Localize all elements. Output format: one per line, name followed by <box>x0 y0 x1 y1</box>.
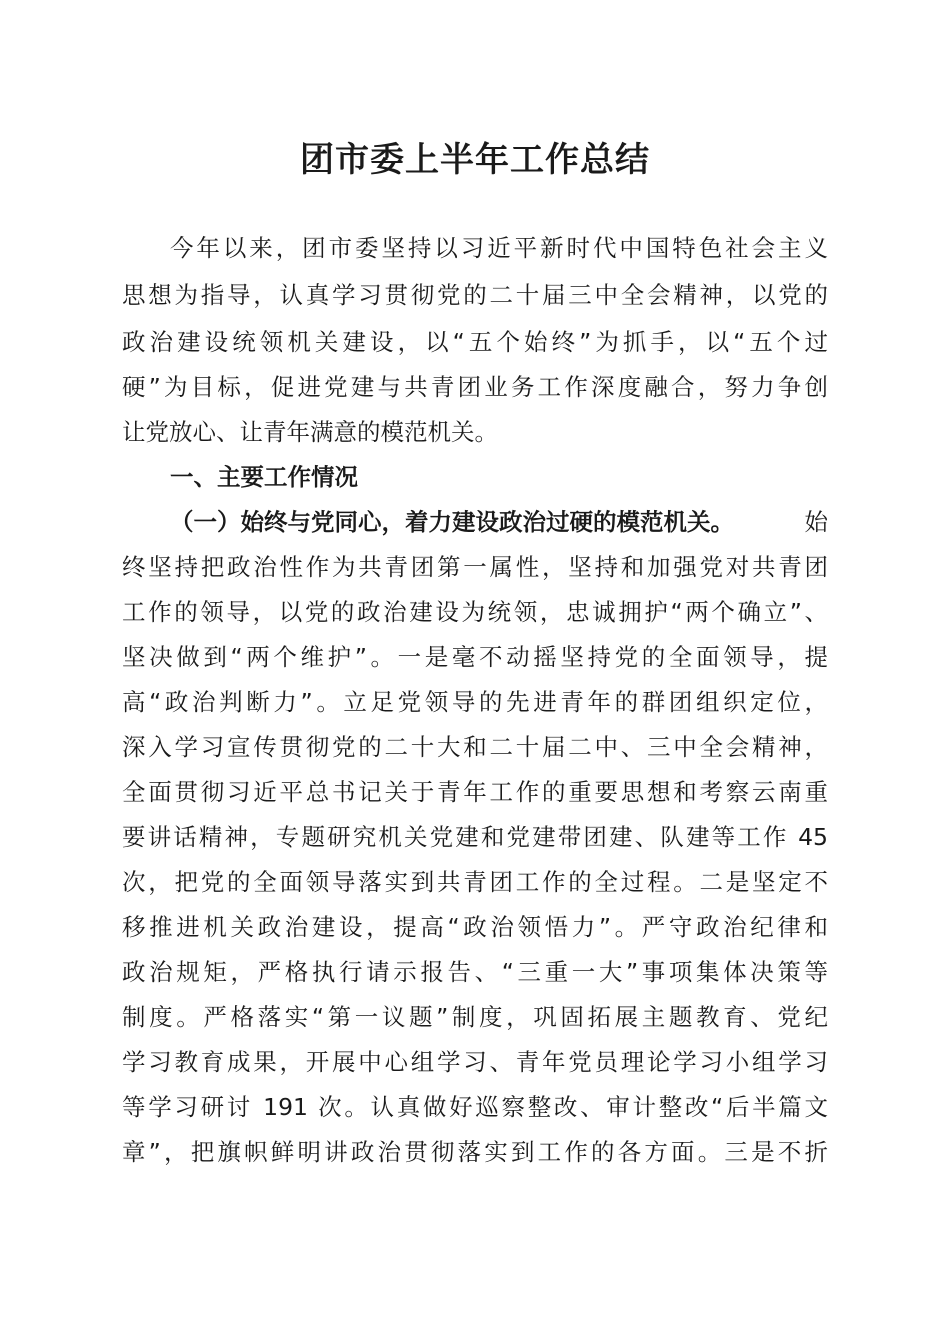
intro-line: 今年以来，团市委坚持以习近平新时代中国特色社会主义 <box>170 234 828 262</box>
subsection-lead-line <box>170 502 828 542</box>
body-line: 章”，把旗帜鲜明讲政治贯彻落实到工作的各方面。三是不折 <box>122 1138 828 1166</box>
body-line: 高“政治判断力”。立足党领导的先进青年的群团组织定位， <box>122 688 828 716</box>
body-line: 终坚持把政治性作为共青团第一属性，坚持和加强党对共青团 <box>122 553 828 581</box>
body-line: 等学习研讨 191 次。认真做好巡察整改、审计整改“后半篇文 <box>122 1093 828 1121</box>
body-line: 移推进机关政治建设，提高“政治领悟力”。严守政治纪律和 <box>122 913 828 941</box>
intro-line: 政治建设统领机关建设，以“五个始终”为抓手，以“五个过 <box>122 328 828 356</box>
intro-line: 让党放心、让青年满意的模范机关。 <box>122 418 498 446</box>
body-line: 政治规矩，严格执行请示报告、“三重一大”事项集体决策等 <box>122 958 828 986</box>
document-title: 团市委上半年工作总结 <box>300 140 650 180</box>
subsection-lead-tail: 始 <box>804 508 828 536</box>
body-line: 坚决做到“两个维护”。一是毫不动摇坚持党的全面领导，提 <box>122 643 828 671</box>
subsection-heading: （一）始终与党同心，着力建设政治过硬的模范机关。 <box>170 508 734 536</box>
body-line: 工作的领导，以党的政治建设为统领，忠诚拥护“两个确立”、 <box>122 598 828 626</box>
body-line: 全面贯彻习近平总书记关于青年工作的重要思想和考察云南重 <box>122 778 828 806</box>
body-line: 要讲话精神，专题研究机关党建和党建带团建、队建等工作 45 <box>122 823 828 851</box>
body-line: 深入学习宣传贯彻党的二十大和二十届二中、三中全会精神， <box>122 733 828 761</box>
intro-line: 思想为指导，认真学习贯彻党的二十届三中全会精神，以党的 <box>122 281 828 309</box>
section-heading: 一、主要工作情况 <box>170 463 358 491</box>
body-line: 制度。严格落实“第一议题”制度，巩固拓展主题教育、党纪 <box>122 1003 828 1031</box>
body-line: 次，把党的全面领导落实到共青团工作的全过程。二是坚定不 <box>122 868 828 896</box>
body-line: 学习教育成果，开展中心组学习、青年党员理论学习小组学习 <box>122 1048 828 1076</box>
intro-line: 硬”为目标，促进党建与共青团业务工作深度融合，努力争创 <box>122 373 828 401</box>
